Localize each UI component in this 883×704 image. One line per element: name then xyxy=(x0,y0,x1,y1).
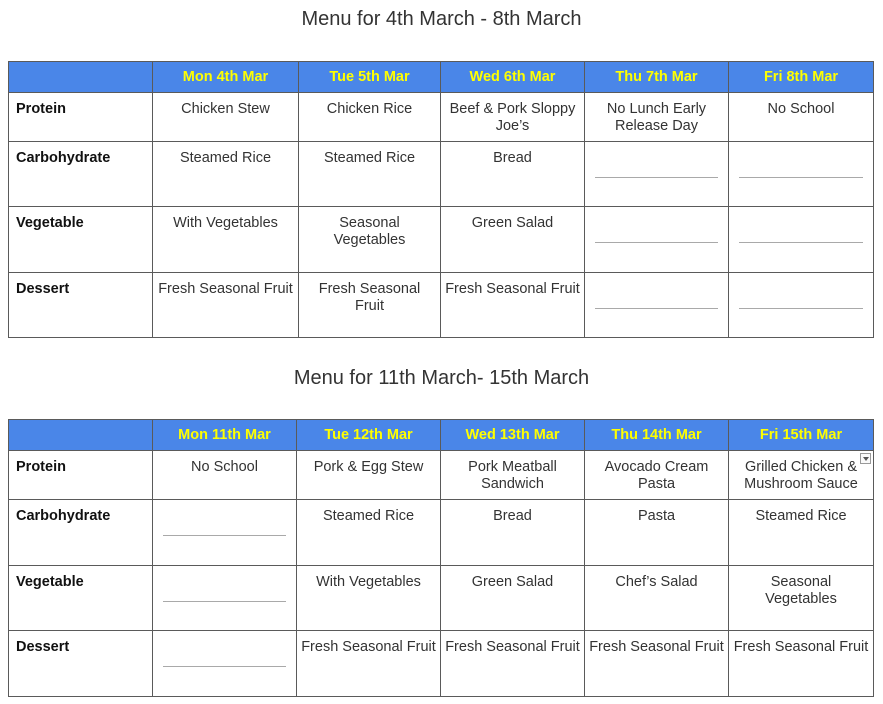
table-row xyxy=(9,273,874,338)
menu-cell[interactable]: Chicken Stew xyxy=(153,93,299,142)
menu-cell[interactable]: Pasta xyxy=(585,500,729,566)
header-row xyxy=(9,62,874,93)
blank-line xyxy=(739,177,863,178)
header-row xyxy=(9,420,874,451)
table-row xyxy=(9,93,874,142)
week2-title: Menu for 11th March- 15th March xyxy=(293,367,590,389)
empty-cell[interactable] xyxy=(153,566,297,631)
blank-line xyxy=(163,666,286,667)
table-row xyxy=(9,207,874,273)
blank-line xyxy=(163,535,286,536)
menu-cell[interactable]: Fresh Seasonal Fruit xyxy=(297,631,441,697)
menu-cell[interactable]: Fresh Seasonal Fruit xyxy=(299,273,441,338)
day-header[interactable]: Thu 7th Mar xyxy=(585,62,729,93)
table-row xyxy=(9,566,874,631)
row-label-carbohydrate[interactable]: Carbohydrate xyxy=(9,142,153,207)
row-label-dessert[interactable]: Dessert xyxy=(9,273,153,338)
row-label-carbohydrate[interactable]: Carbohydrate xyxy=(9,500,153,566)
menu-cell[interactable]: Fresh Seasonal Fruit xyxy=(441,273,585,338)
menu-cell[interactable]: Fresh Seasonal Fruit xyxy=(729,631,874,697)
menu-cell[interactable]: Green Salad xyxy=(441,566,585,631)
row-label-dessert[interactable]: Dessert xyxy=(9,631,153,697)
table-row xyxy=(9,451,874,500)
day-header[interactable]: Fri 8th Mar xyxy=(729,62,874,93)
empty-cell[interactable] xyxy=(585,142,729,207)
dropdown-arrow-icon[interactable] xyxy=(860,453,871,464)
blank-line xyxy=(163,601,286,602)
menu-cell[interactable]: Chef’s Salad xyxy=(585,566,729,631)
day-header[interactable]: Wed 6th Mar xyxy=(441,62,585,93)
menu-cell[interactable]: No School xyxy=(729,93,874,142)
row-label-vegetable[interactable]: Vegetable xyxy=(9,207,153,273)
blank-line xyxy=(595,177,718,178)
day-header[interactable]: Mon 4th Mar xyxy=(153,62,299,93)
blank-line xyxy=(595,242,718,243)
menu-cell-text: Grilled Chicken & Mushroom Sauce xyxy=(744,459,858,492)
menu-cell[interactable]: Chicken Rice xyxy=(299,93,441,142)
empty-cell[interactable] xyxy=(153,500,297,566)
menu-cell[interactable]: With Vegetables xyxy=(153,207,299,273)
menu-cell[interactable]: Pork & Egg Stew xyxy=(297,451,441,500)
week1-title: Menu for 4th March - 8th March xyxy=(301,8,582,30)
header-corner xyxy=(9,420,153,451)
blank-line xyxy=(595,308,718,309)
day-header[interactable]: Mon 11th Mar xyxy=(153,420,297,451)
header-corner xyxy=(9,62,153,93)
menu-cell[interactable]: Green Salad xyxy=(441,207,585,273)
table-row xyxy=(9,500,874,566)
day-header[interactable]: Tue 12th Mar xyxy=(297,420,441,451)
blank-line xyxy=(739,242,863,243)
menu-cell[interactable]: With Vegetables xyxy=(297,566,441,631)
menu-cell[interactable]: Bread xyxy=(441,142,585,207)
menu-cell[interactable]: No Lunch Early Release Day xyxy=(585,93,729,142)
menu-cell[interactable]: Fresh Seasonal Fruit xyxy=(153,273,299,338)
table-row xyxy=(9,142,874,207)
empty-cell[interactable] xyxy=(585,207,729,273)
menu-cell[interactable]: Fresh Seasonal Fruit xyxy=(441,631,585,697)
blank-line xyxy=(739,308,863,309)
menu-cell[interactable]: Avocado Cream Pasta xyxy=(585,451,729,500)
menu-cell[interactable]: Steamed Rice xyxy=(297,500,441,566)
menu-cell[interactable]: Fresh Seasonal Fruit xyxy=(585,631,729,697)
menu-cell[interactable]: Seasonal Vegetables xyxy=(729,566,874,631)
menu-cell[interactable]: Beef & Pork Sloppy Joe’s xyxy=(441,93,585,142)
menu-cell[interactable]: Seasonal Vegetables xyxy=(299,207,441,273)
week1-menu-table xyxy=(8,61,874,338)
menu-cell[interactable]: Bread xyxy=(441,500,585,566)
empty-cell[interactable] xyxy=(729,142,874,207)
empty-cell[interactable] xyxy=(585,273,729,338)
empty-cell[interactable] xyxy=(729,207,874,273)
menu-cell[interactable]: No School xyxy=(153,451,297,500)
empty-cell[interactable] xyxy=(729,273,874,338)
row-label-protein[interactable]: Protein xyxy=(9,93,153,142)
table-row xyxy=(9,631,874,697)
day-header[interactable]: Wed 13th Mar xyxy=(441,420,585,451)
menu-cell[interactable]: Steamed Rice xyxy=(153,142,299,207)
day-header[interactable]: Thu 14th Mar xyxy=(585,420,729,451)
day-header[interactable]: Tue 5th Mar xyxy=(299,62,441,93)
menu-cell[interactable]: Steamed Rice xyxy=(729,500,874,566)
menu-cell[interactable]: Pork Meatball Sandwich xyxy=(441,451,585,500)
day-header[interactable]: Fri 15th Mar xyxy=(729,420,874,451)
menu-cell[interactable]: Steamed Rice xyxy=(299,142,441,207)
week2-menu-table xyxy=(8,419,874,697)
selected-menu-cell[interactable] xyxy=(729,451,874,500)
row-label-protein[interactable]: Protein xyxy=(9,451,153,500)
empty-cell[interactable] xyxy=(153,631,297,697)
row-label-vegetable[interactable]: Vegetable xyxy=(9,566,153,631)
